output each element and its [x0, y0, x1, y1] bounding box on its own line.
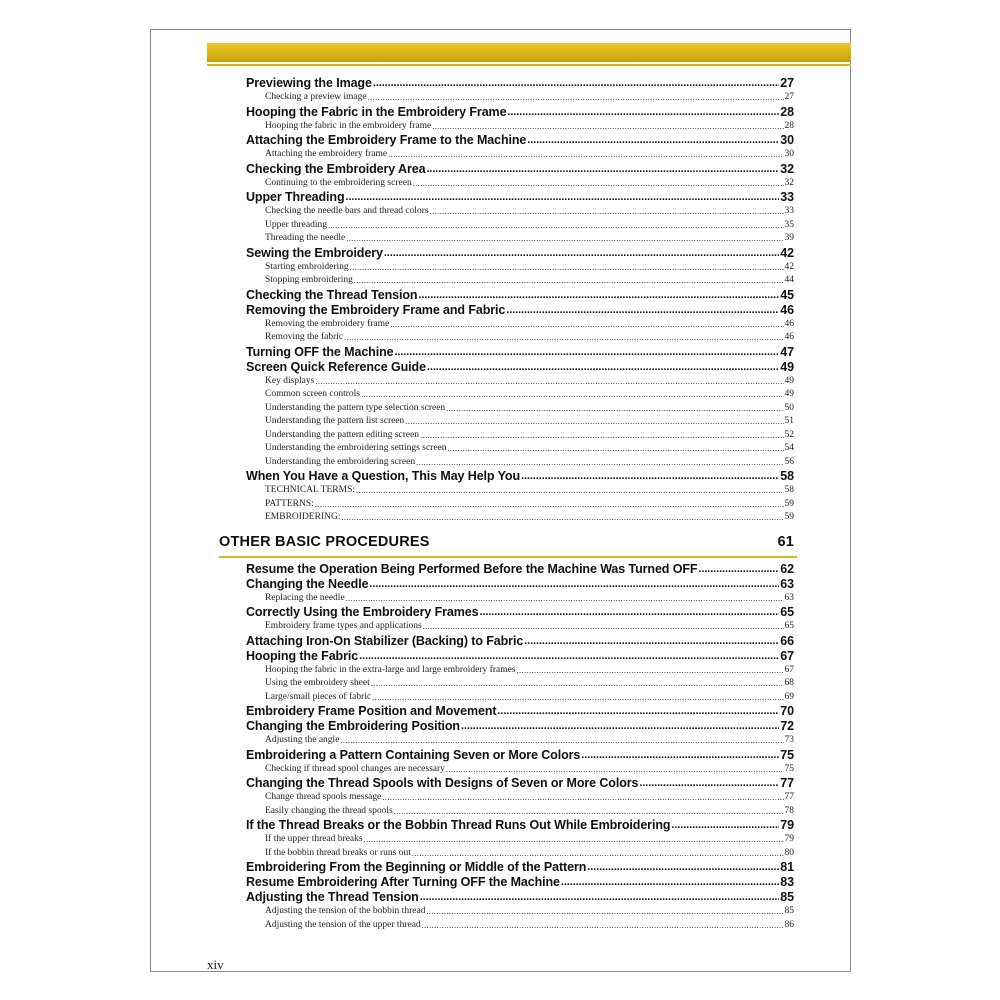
toc-entry-page: 54 — [784, 443, 794, 453]
toc-entry-title: Changing the Needle — [246, 576, 369, 591]
dot-leader — [373, 76, 779, 91]
dot-leader — [524, 634, 779, 649]
toc-entry-title: Upper threading — [265, 219, 327, 230]
dot-leader — [315, 498, 784, 512]
dot-leader — [354, 274, 784, 288]
dot-leader — [698, 562, 779, 577]
toc-entry-title: Checking the Thread Tension — [246, 287, 418, 302]
dot-leader — [371, 677, 784, 691]
toc-entry-title: Starting embroidering — [265, 261, 349, 272]
toc-entry-page: 35 — [784, 219, 794, 230]
toc-entry[interactable] — [246, 133, 794, 148]
toc-entry-page: 49 — [784, 389, 794, 399]
toc-entry[interactable] — [246, 190, 794, 205]
toc-entry[interactable] — [246, 105, 794, 120]
toc-entry-page: 77 — [784, 792, 794, 802]
dot-leader — [581, 748, 779, 763]
toc-entry-title: Hooping the Fabric — [246, 648, 359, 663]
toc-entry-page: 75 — [784, 763, 794, 774]
toc-entry-page: 73 — [784, 735, 794, 745]
toc-entry-page: 58 — [784, 485, 794, 495]
dot-leader — [359, 649, 779, 664]
header-gold-rule — [207, 64, 851, 66]
toc-entry-title: Easily changing the thread spools — [265, 805, 393, 816]
toc-entry-page: 46 — [780, 302, 794, 317]
toc-entry-title: Understanding the pattern editing screen — [265, 429, 420, 440]
dot-leader — [517, 664, 784, 678]
dot-leader — [432, 120, 783, 134]
toc-entry-title: Using the embroidery sheet — [265, 678, 370, 688]
toc-entry-page: 85 — [784, 906, 794, 916]
dot-leader — [369, 577, 779, 592]
toc-entry[interactable] — [246, 634, 794, 649]
toc-entry[interactable] — [246, 246, 794, 261]
dot-leader — [394, 345, 779, 360]
toc-entry-title: Large/small pieces of fabric — [265, 691, 372, 702]
toc-entry-title: Attaching the embroidery frame — [265, 149, 388, 159]
toc-entry-page: 59 — [784, 498, 794, 509]
toc-entry-title: Replacing the needle — [265, 592, 345, 603]
toc-entry-title: Change thread spools message — [265, 792, 382, 802]
toc-entry-title: Sewing the Embroidery — [246, 245, 383, 260]
toc-subentry[interactable] — [265, 177, 794, 191]
toc-entry-title: Adjusting the tension of the upper thread — [265, 919, 421, 930]
dot-leader — [390, 318, 783, 332]
toc-subentry[interactable] — [265, 274, 794, 288]
toc-subentry[interactable] — [265, 120, 794, 134]
dot-leader — [427, 360, 779, 375]
toc-entry-title: Understanding the pattern list screen — [265, 416, 405, 426]
toc-subentry[interactable] — [265, 205, 794, 219]
toc-entry-title: Removing the fabric — [265, 332, 344, 342]
toc-entry-page: 67 — [784, 664, 794, 675]
dot-leader — [521, 469, 779, 484]
toc-entry-page: 50 — [784, 402, 794, 413]
toc-entry-title: Removing the embroidery frame — [265, 318, 390, 329]
toc-subentry[interactable] — [265, 791, 794, 805]
dot-leader — [372, 691, 783, 705]
toc-subentry[interactable] — [265, 456, 794, 470]
toc-entry-title: If the Thread Breaks or the Bobbin Thread Runs Out While Embroidering — [246, 818, 671, 832]
toc-entry-page: 67 — [780, 648, 794, 663]
toc-entry-title: Hooping the fabric in the extra-large and large embroidery frames — [265, 664, 516, 675]
dot-leader — [346, 190, 780, 205]
toc-entry-page: 49 — [780, 359, 794, 374]
toc-entry[interactable] — [246, 776, 794, 791]
dot-leader — [388, 148, 783, 162]
toc-entry-title: Understanding the pattern type selection screen — [265, 402, 446, 413]
toc-subentry[interactable] — [265, 219, 794, 233]
table-of-contents — [219, 76, 794, 932]
section-title: OTHER BASIC PROCEDURES — [219, 533, 430, 550]
header-gold-bar — [207, 43, 851, 62]
toc-entry-page: 32 — [780, 161, 794, 176]
toc-subentry[interactable] — [265, 511, 794, 525]
toc-entry[interactable] — [246, 818, 794, 833]
toc-entry-page: 68 — [784, 678, 794, 688]
toc-subentry[interactable] — [265, 805, 794, 819]
dot-leader — [587, 860, 779, 875]
toc-part-1 — [219, 76, 794, 525]
dot-leader — [479, 605, 779, 620]
toc-entry-title: Correctly Using the Embroidery Frames — [246, 605, 479, 619]
toc-entry-title: Screen Quick Reference Guide — [246, 359, 426, 374]
toc-entry[interactable] — [246, 303, 794, 318]
toc-subentry[interactable] — [265, 261, 794, 275]
dot-leader — [422, 919, 784, 933]
toc-entry-page: 27 — [784, 92, 794, 102]
section-gold-rule — [219, 556, 797, 558]
dot-leader — [561, 875, 779, 890]
toc-subentry[interactable] — [265, 375, 794, 389]
toc-entry-page: 69 — [784, 691, 794, 702]
toc-entry-title: Embroidering From the Beginning or Middle of the Pattern — [246, 860, 587, 874]
toc-subentry[interactable] — [265, 905, 794, 919]
toc-entry-page: 33 — [784, 206, 794, 216]
toc-subentry[interactable] — [265, 734, 794, 748]
toc-subentry[interactable] — [265, 498, 794, 512]
toc-entry-title: EMBROIDERING: — [265, 512, 341, 522]
toc-entry-title: Understanding the embroidering settings screen — [265, 443, 447, 453]
toc-entry[interactable] — [246, 890, 794, 905]
toc-entry-title: Embroidery Frame Position and Movement — [246, 704, 497, 718]
toc-entry-page: 63 — [780, 576, 794, 591]
toc-entry-page: 75 — [780, 747, 794, 762]
footer-page-number: xiv — [207, 957, 224, 972]
toc-entry-title: Embroidery frame types and applications — [265, 621, 422, 631]
toc-entry-page: 33 — [780, 190, 794, 204]
toc-entry-title: Previewing the Image — [246, 76, 372, 90]
dot-leader — [461, 719, 779, 734]
toc-entry[interactable] — [246, 605, 794, 620]
toc-entry-page: 78 — [784, 805, 794, 816]
toc-entry[interactable] — [246, 288, 794, 303]
toc-entry-page: 30 — [784, 149, 794, 159]
toc-subentry[interactable] — [265, 442, 794, 456]
toc-entry-title: Attaching Iron-On Stabilizer (Backing) to Fabric — [246, 633, 524, 648]
toc-entry[interactable] — [246, 345, 794, 360]
toc-entry-title: Common screen controls — [265, 389, 360, 399]
dot-leader — [344, 331, 783, 345]
toc-entry-title: Checking a preview image — [265, 92, 367, 102]
toc-entry[interactable] — [246, 748, 794, 763]
toc-entry-page: 66 — [780, 633, 794, 648]
toc-entry[interactable] — [246, 469, 794, 484]
dot-leader — [448, 442, 784, 456]
dot-leader — [430, 205, 784, 219]
dot-leader — [412, 847, 784, 861]
toc-subentry[interactable] — [265, 691, 794, 705]
toc-entry-title: Attaching the Embroidery Frame to the Machine — [246, 133, 527, 147]
toc-entry-page: 85 — [780, 890, 794, 904]
toc-subentry[interactable] — [265, 402, 794, 416]
toc-entry-page: 63 — [784, 592, 794, 603]
dot-leader — [356, 484, 784, 498]
toc-subentry[interactable] — [265, 429, 794, 443]
toc-entry-page: 51 — [784, 416, 794, 426]
toc-subentry[interactable] — [265, 484, 794, 498]
toc-subentry[interactable] — [265, 847, 794, 861]
dot-leader — [497, 704, 779, 719]
toc-subentry[interactable] — [265, 91, 794, 105]
toc-entry-page: 28 — [784, 120, 794, 131]
toc-entry[interactable] — [246, 577, 794, 592]
toc-entry-page: 62 — [780, 561, 794, 576]
dot-leader — [368, 91, 784, 105]
dot-leader — [506, 303, 779, 318]
toc-entry-page: 44 — [784, 275, 794, 285]
toc-subentry[interactable] — [265, 919, 794, 933]
dot-leader — [350, 261, 784, 275]
toc-entry-title: Continuing to the embroidering screen — [265, 177, 412, 188]
toc-entry-page: 52 — [784, 429, 794, 440]
toc-entry-page: 32 — [784, 177, 794, 188]
toc-entry-page: 49 — [784, 375, 794, 386]
toc-entry-page: 80 — [784, 847, 794, 858]
dot-leader — [426, 905, 783, 919]
toc-entry-title: When You Have a Question, This May Help You — [246, 469, 520, 483]
toc-subentry[interactable] — [265, 388, 794, 402]
toc-entry-page: 46 — [784, 332, 794, 342]
toc-entry[interactable] — [246, 562, 794, 577]
toc-entry-page: 65 — [780, 605, 794, 619]
dot-leader — [405, 415, 783, 429]
section-page-number: 61 — [777, 533, 794, 550]
toc-subentry[interactable] — [265, 592, 794, 606]
dot-leader — [413, 177, 784, 191]
dot-leader — [328, 219, 784, 233]
toc-subentry[interactable] — [265, 664, 794, 678]
toc-entry-page: 79 — [780, 818, 794, 832]
toc-subentry[interactable] — [265, 318, 794, 332]
toc-entry-page: 81 — [780, 860, 794, 874]
toc-entry-title: Resume Embroidering After Turning OFF the Machine — [246, 875, 560, 889]
toc-subentry[interactable] — [265, 620, 794, 634]
toc-entry-page: 59 — [784, 512, 794, 522]
toc-entry-page: 70 — [780, 704, 794, 718]
toc-entry-title: Understanding the embroidering screen — [265, 456, 416, 467]
toc-entry-title: Checking the needle bars and thread colors — [265, 206, 429, 216]
toc-entry[interactable] — [246, 76, 794, 91]
toc-entry-page: 77 — [780, 776, 794, 790]
toc-entry[interactable] — [246, 162, 794, 177]
toc-entry-page: 42 — [780, 245, 794, 260]
dot-leader — [394, 805, 784, 819]
toc-entry-title: Key displays — [265, 375, 315, 386]
toc-entry-title: Adjusting the Thread Tension — [246, 890, 419, 904]
dot-leader — [361, 388, 784, 402]
toc-entry-page: 79 — [784, 834, 794, 844]
dot-leader — [346, 232, 783, 246]
toc-entry[interactable] — [246, 875, 794, 890]
toc-entry-page: 72 — [780, 719, 794, 733]
dot-leader — [364, 833, 784, 847]
toc-entry-title: Turning OFF the Machine — [246, 344, 394, 359]
toc-subentry[interactable] — [265, 415, 794, 429]
dot-leader — [507, 105, 779, 120]
toc-entry[interactable] — [246, 649, 794, 664]
dot-leader — [423, 620, 784, 634]
dot-leader — [416, 456, 783, 470]
toc-entry-title: Embroidering a Pattern Containing Seven or More Colors — [246, 747, 581, 762]
section-heading[interactable] — [219, 531, 794, 553]
toc-subentry[interactable] — [265, 763, 794, 777]
dot-leader — [446, 402, 783, 416]
toc-entry[interactable] — [246, 860, 794, 875]
toc-entry-title: Resume the Operation Being Performed Before the Machine Was Turned OFF — [246, 561, 698, 576]
toc-entry-page: 42 — [784, 261, 794, 272]
toc-entry-page: 56 — [784, 456, 794, 467]
dot-leader — [384, 246, 779, 261]
toc-entry-title: Changing the Embroidering Position — [246, 719, 460, 733]
toc-entry-page: 46 — [784, 318, 794, 329]
toc-entry-title: PATTERNS: — [265, 498, 314, 509]
toc-entry-page: 39 — [784, 233, 794, 243]
dot-leader — [527, 133, 779, 148]
toc-entry-title: Checking if thread spool changes are necessary — [265, 763, 445, 774]
toc-entry-page: 30 — [780, 133, 794, 147]
toc-entry[interactable] — [246, 704, 794, 719]
toc-entry-title: Hooping the Fabric in the Embroidery Frame — [246, 104, 507, 119]
dot-leader — [315, 375, 783, 389]
toc-entry-title: If the upper thread breaks — [265, 834, 363, 844]
toc-part-2 — [219, 562, 794, 933]
toc-entry-page: 65 — [784, 621, 794, 631]
toc-entry-page: 58 — [780, 469, 794, 483]
toc-subentry[interactable] — [265, 232, 794, 246]
dot-leader — [420, 890, 780, 905]
toc-subentry[interactable] — [265, 331, 794, 345]
toc-entry-page: 45 — [780, 287, 794, 302]
dot-leader — [426, 162, 779, 177]
toc-entry-title: Checking the Embroidery Area — [246, 161, 426, 176]
dot-leader — [346, 592, 784, 606]
toc-entry-page: 28 — [780, 104, 794, 119]
dot-leader — [671, 818, 779, 833]
toc-entry-title: If the bobbin thread breaks or runs out — [265, 847, 411, 858]
toc-subentry[interactable] — [265, 677, 794, 691]
toc-entry-title: Changing the Thread Spools with Designs of Seven or More Colors — [246, 776, 639, 790]
toc-entry-page: 47 — [780, 344, 794, 359]
toc-entry-title: Upper Threading — [246, 190, 345, 204]
dot-leader — [340, 734, 783, 748]
toc-entry[interactable] — [246, 719, 794, 734]
toc-subentry[interactable] — [265, 148, 794, 162]
toc-entry-title: Adjusting the angle — [265, 735, 340, 745]
dot-leader — [382, 791, 783, 805]
dot-leader — [418, 288, 779, 303]
toc-entry-title: Adjusting the tension of the bobbin thread — [265, 906, 426, 916]
toc-entry-page: 86 — [784, 919, 794, 930]
dot-leader — [420, 429, 783, 443]
toc-entry-title: Threading the needle — [265, 233, 346, 243]
toc-entry-title: Removing the Embroidery Frame and Fabric — [246, 302, 506, 317]
toc-entry-title: Stopping embroidering — [265, 275, 353, 285]
toc-entry-page: 27 — [780, 76, 794, 90]
dot-leader — [341, 511, 783, 525]
toc-subentry[interactable] — [265, 833, 794, 847]
toc-entry-title: Hooping the fabric in the embroidery frame — [265, 120, 432, 131]
toc-entry[interactable] — [246, 360, 794, 375]
dot-leader — [639, 776, 779, 791]
dot-leader — [446, 763, 784, 777]
toc-entry-page: 83 — [780, 875, 794, 889]
toc-entry-title: TECHNICAL TERMS: — [265, 485, 355, 495]
